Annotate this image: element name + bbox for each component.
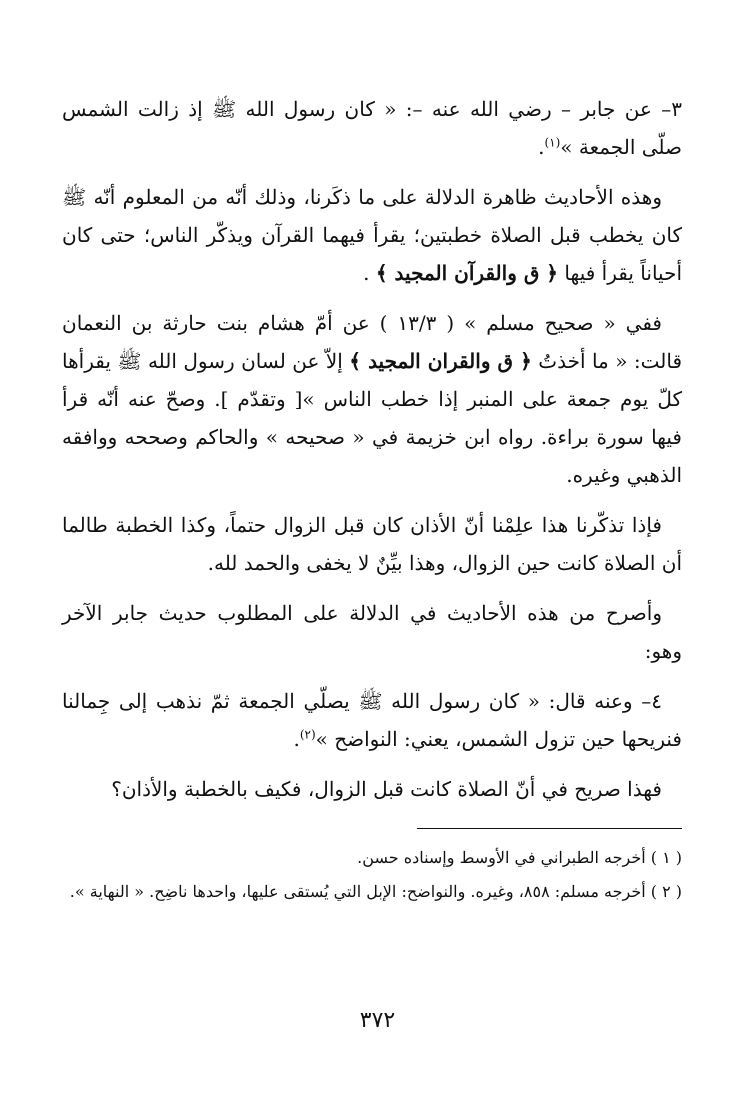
footnote-ref-2[interactable]: (٢) [299, 727, 316, 742]
hadith-3-text: ٣– عن جابر – رضي الله عنه –: « كان رسول الله ﷺ إذ زالت الشمس صلّى الجمعة » [62, 97, 682, 159]
commentary-1-text: وهذه الأحاديث ظاهرة الدلالة على ما ذكَرنا، وذلك أنّه من المعلوم أنّه ﷺ كان يخطب قبل الصلاة خطبتين؛ يقرأ فيهما القرآن ويذكّر الناس؛ حتى كان أحياناً يقرأ فيها [62, 185, 682, 285]
hadith-4-text: ٤– وعنه قال: « كان رسول الله ﷺ يصلّي الجمعة ثمّ نذهب إلى جِمالنا فنريحها حين تزول الشمس، يعني: النواضح » [62, 689, 682, 751]
transition-paragraph: وأصرح من هذه الأحاديث في الدلالة على المطلوب حديث جابر الآخر وهو: [62, 601, 682, 663]
hadith-4 [62, 682, 682, 758]
commentary-1-end: . [363, 261, 370, 285]
hadith-3 [62, 90, 682, 166]
final-question: فهذا صريح في أنّ الصلاة كانت قبل الزوال، فكيف بالخطبة والأذان؟ [111, 777, 662, 801]
commentary-paragraph-1 [62, 178, 682, 292]
footnote-ref-1[interactable]: (١) [544, 135, 561, 150]
muslim-narration-start: ففي « صحيح مسلم » ( ١٣/٣ ) عن أمّ هشام بنت حارثة بن النعمان قالت: « ما أخذتُ [62, 311, 683, 373]
muslim-narration-rest: إلاّ عن لسان رسول الله ﷺ يقرأها كلّ يوم جمعة على المنبر إذا خطب الناس »[ وتقدّم ]. وصحّ عنه أنّه قرأ فيها سورة براءة. رواه ابن خزيمة في « صحيحه » والحاكم وصححه ووافقه الذهبي وغيره. [62, 349, 682, 487]
footnote-1: ( ١ ) أخرجه الطبراني في الأوسط وإسناده حسن. [357, 848, 682, 867]
hadith-3-end: . [538, 135, 545, 159]
footnote-separator [417, 828, 682, 829]
quran-quote-2: ﴿ ق والقران المجيد ﴾ [349, 349, 532, 373]
muslim-narration [62, 304, 682, 494]
page-body [62, 90, 682, 911]
quran-quote-1: ﴿ ق والقرآن المجيد ﴾ [375, 261, 559, 285]
conclusion-paragraph: فإذا تذكّرنا هذا علِمْنا أنّ الأذان كان قبل الزوال حتماً، وكذا الخطبة طالما أن الصلاة كانت حين الزوال، وهذا بيِّنٌ لا يخفى والحمد لله. [62, 513, 682, 575]
hadith-4-end: . [293, 727, 300, 751]
page-number: ٣٧٢ [359, 1008, 396, 1033]
footnote-2: ( ٢ ) أخرجه مسلم: ٨٥٨، وغيره. والنواضح: الإبل التي يُستقى عليها، واحدها ناضِح. « النهاية ». [69, 882, 682, 901]
